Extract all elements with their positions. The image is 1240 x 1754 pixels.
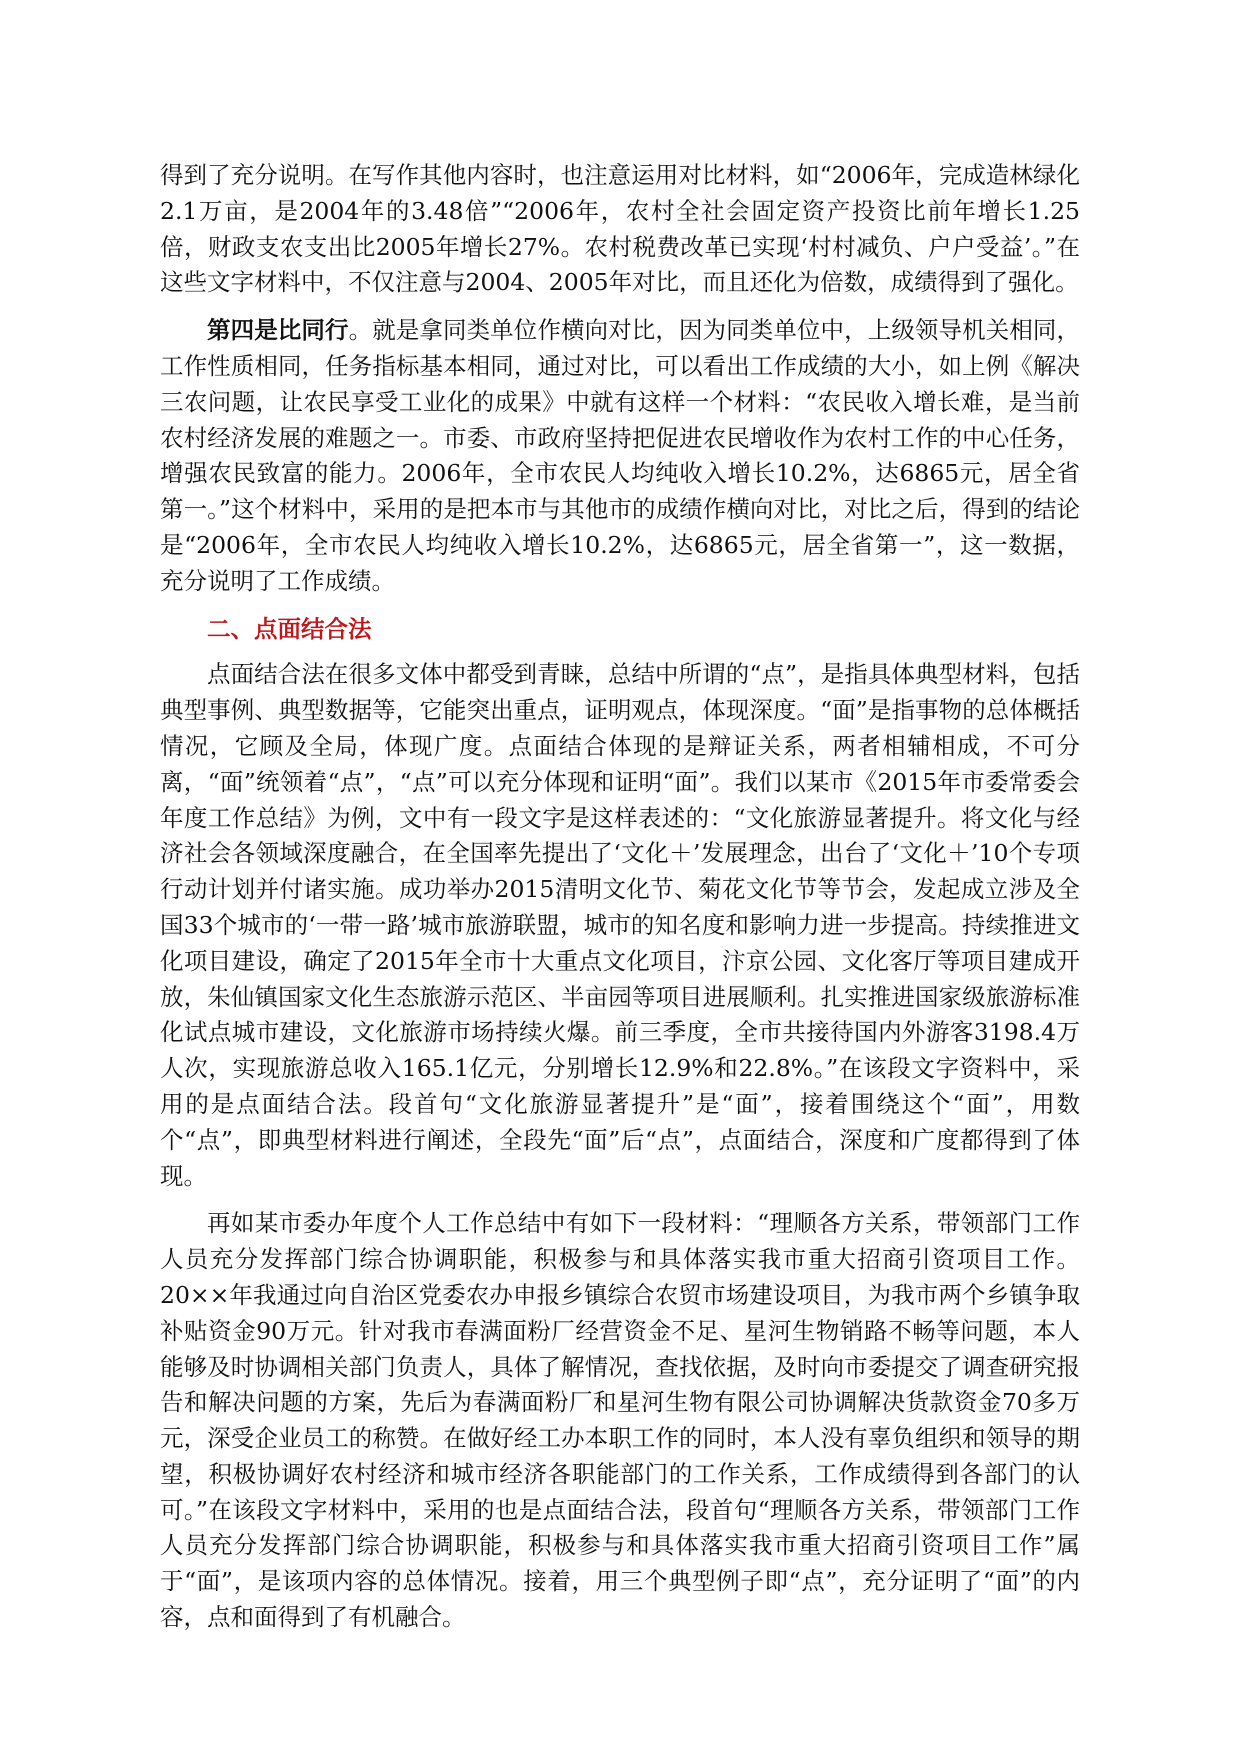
paragraph-body: 。就是拿同类单位作横向对比，因为同类单位中，上级领导机关相同，工作性质相同，任务指标基本相同，通过对比，可以看出工作成绩的大小，如上例《解决三农问题，让农民享受工业化的成果》中就有这样一个材料：“农民收入增长难，是当前农村经济发展的难题之一。市委、市政府坚持把促进农民增收作为农村工作的中心任务，增强农民致富的能力。2006年，全市农民人均纯收入增长10.2%，达6865元，居全省第一。”这个材料中，采用的是把本市与其他市的成绩作横向对比，对比之后，得到的结论是“2006年，全市农民人均纯收入增长10.2%，达6865元，居全省第一”，这一数据，充分说明了工作成绩。 bbox=[160, 316, 1081, 595]
paragraph-point-surface-method: 点面结合法在很多文体中都受到青睐，总结中所谓的“点”，是指具体典型材料，包括典型事例、典型数据等，它能突出重点，证明观点，体现深度。“面”是指事物的总体概括情况，它顾及全局，体现广度。点面结合体现的是辩证关系，两者相辅相成，不可分离，“面”统领着“点”，“点”可以充分体现和证明“面”。我们以某市《2015年市委常委会年度工作总结》为例，文中有一段文字是这样表述的：“文化旅游显著提升。将文化与经济社会各领域深度融合，在全国率先提出了‘文化＋’发展理念，出台了‘文化＋’10个专项行动计划并付诸实施。成功举办2015清明文化节、菊花文化节等节会，发起成立涉及全国33个城市的‘一带一路’城市旅游联盟，城市的知名度和影响力进一步提高。持续推进文化项目建设，确定了2015年全市十大重点文化项目，汴京公园、文化客厅等项目建成开放，朱仙镇国家文化生态旅游示范区、半亩园等项目进展顺利。扎实推进国家级旅游标准化试点城市建设，文化旅游市场持续火爆。前三季度，全市共接待国内外游客3198.4万人次，实现旅游总收入165.1亿元，分别增长12.9%和22.8%。”在该段文字资料中，采用的是点面结合法。段首句“文化旅游显著提升”是“面”，接着围绕这个“面”，用数个“点”，即典型材料进行阐述，全段先“面”后“点”，点面结合，深度和广度都得到了体现。 bbox=[160, 660, 1080, 1190]
paragraph-compare-peers bbox=[160, 313, 1080, 599]
paragraph-continuation: 得到了充分说明。在写作其他内容时，也注意运用对比材料，如“2006年，完成造林绿化2.1万亩，是2004年的3.48倍”“2006年，农村全社会固定资产投资比前年增长1.25倍，财政支农支出比2005年增长27%。农村税费改革已实现‘村村减负、户户受益’。”在这些文字材料中，不仅注意与2004、2005年对比，而且还化为倍数，成绩得到了强化。 bbox=[160, 161, 1080, 297]
paragraph-example-personal-summary: 再如某市委办年度个人工作总结中有如下一段材料：“理顺各方关系，带领部门工作人员充分发挥部门综合协调职能，积极参与和具体落实我市重大招商引资项目工作。20××年我通过向自治区党委农办申报乡镇综合农贸市场建设项目，为我市两个乡镇争取补贴资金90万元。针对我市春满面粉厂经营资金不足、星河生物销路不畅等问题，本人能够及时协调相关部门负责人，具体了解情况，查找依据，及时向市委提交了调查研究报告和解决问题的方案，先后为春满面粉厂和星河生物有限公司协调解决货款资金70多万元，深受企业员工的称赞。在做好经工办本职工作的同时，本人没有辜负组织和领导的期望，积极协调好农村经济和城市经济各职能部门的工作关系，工作成绩得到各部门的认可。”在该段文字材料中，采用的也是点面结合法，段首句“理顺各方关系，带领部门工作人员充分发挥部门综合协调职能，积极参与和具体落实我市重大招商引资项目工作”属于“面”，是该项内容的总体情况。接着，用三个典型例子即“点”，充分证明了“面”的内容，点和面得到了有机融合。 bbox=[160, 1209, 1080, 1632]
section-heading: 二、点面结合法 bbox=[207, 614, 372, 643]
document-page bbox=[160, 158, 1080, 1648]
paragraph-lead-bold: 第四是比同行 bbox=[207, 316, 349, 345]
